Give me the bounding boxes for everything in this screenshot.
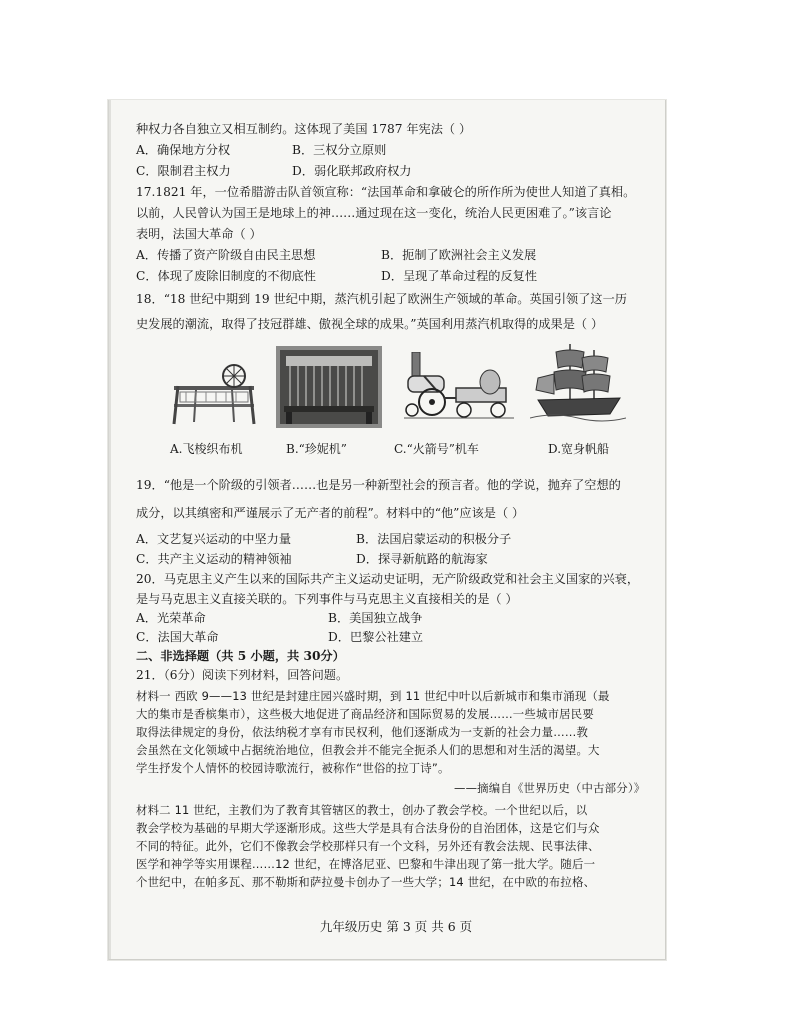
page-footer: 九年级历史 第 3 页 共 6 页 — [319, 919, 473, 934]
q16-option-c: C．限制君主权力 — [136, 164, 231, 178]
section-heading: 二、非选择题（共 5 小题，共 30分） — [136, 649, 345, 663]
material1-line1: 材料一 西欧 9——13 世纪是封建庄园兴盛时期，到 11 世纪中叶以后新城市和集市涌现（最 — [136, 689, 610, 703]
q17-option-c: C．体现了废除旧制度的不彻底性 — [136, 269, 316, 283]
q19-option-b: B．法国启蒙运动的积极分子 — [356, 532, 512, 546]
q19-stem-line1: 19．“他是一个阶级的引领者……也是另一种新型社会的预言者。他的学说，抛弃了空想的 — [136, 478, 621, 492]
scan-edge — [109, 100, 111, 960]
q16-option-d: D．弱化联邦政府权力 — [292, 164, 412, 178]
q17-option-b: B．扼制了欧洲社会主义发展 — [381, 248, 537, 262]
q20-option-c: C．法国大革命 — [136, 630, 219, 644]
q17-stem-line1: 17.1821 年，一位希腊游击队首领宣称：“法国革命和拿破仑的所作所为使世人知道了真相。 — [136, 185, 636, 199]
q21-stem: 21．（6分）阅读下列材料，回答问题。 — [136, 668, 349, 682]
q20-option-a: A．光荣革命 — [136, 611, 206, 625]
q20-option-b: B．美国独立战争 — [328, 611, 423, 625]
material2-line4: 医学和神学等实用课程……12 世纪，在博洛尼亚、巴黎和牛津出现了第一批大学。随后一 — [136, 857, 596, 871]
spinning-jenny-image — [276, 346, 382, 428]
sailing-ship-image — [530, 338, 626, 426]
q19-option-d: D．探寻新航路的航海家 — [356, 552, 488, 566]
q18-stem-line1: 18．“18 世纪中期到 19 世纪中期，蒸汽机引起了欧洲生产领域的革命。英国引领了这一历 — [136, 292, 627, 306]
material1-line3: 取得法律规定的身份，依法纳税才享有市民权利，他们逐渐成为一支新的社会力量……教 — [136, 725, 589, 739]
rocket-locomotive-image — [404, 352, 514, 422]
q17-stem-line2: 以前，人民曾认为国王是地球上的神……通过现在这一变化，统治人民更困难了。”该言论 — [136, 206, 612, 220]
material1-line5: 学生抒发个人情怀的校园诗歌流行，被称作“世俗的拉丁诗”。 — [136, 761, 450, 775]
material1-line2: 大的集市是香槟集市），这些极大地促进了商品经济和国际贸易的发展……一些城市居民要 — [136, 707, 594, 721]
q20-stem-line2: 是与马克思主义直接关联的。下列事件与马克思主义直接相关的是（ ） — [136, 592, 518, 606]
q16-option-b: B．三权分立原则 — [292, 143, 387, 157]
q17-option-d: D．呈现了革命过程的反复性 — [381, 269, 538, 283]
flying-shuttle-loom-image — [166, 364, 262, 426]
q17-option-a: A．传播了资产阶级自由民主思想 — [136, 248, 316, 262]
q19-option-a: A．文艺复兴运动的中坚力量 — [136, 532, 292, 546]
q19-option-c: C．共产主义运动的精神领袖 — [136, 552, 292, 566]
q16-stem: 种权力各自独立又相互制约。这体现了美国 1787 年宪法（ ） — [136, 122, 472, 136]
q16-option-a: A．确保地方分权 — [136, 143, 231, 157]
q18-stem-line2: 史发展的潮流，取得了技冠群雄、傲视全球的成果。”英国利用蒸汽机取得的成果是（ ） — [136, 317, 604, 331]
material1-line4: 会虽然在文化领域中占据统治地位，但教会并不能完全扼杀人们的思想和对生活的渴望。大 — [136, 743, 600, 757]
q19-stem-line2: 成分，以其缜密和严谨展示了无产者的前程”。材料中的“他”应该是（ ） — [136, 506, 525, 520]
q20-stem-line1: 20．马克思主义产生以来的国际共产主义运动史证明，无产阶级政党和社会主义国家的兴衰， — [136, 572, 640, 586]
material1-source: ——摘编自《世界历史（中古部分）》 — [454, 781, 646, 795]
figure-caption-c: C.“火箭号”机车 — [394, 442, 479, 456]
figure-caption-a: A.飞梭织布机 — [170, 442, 243, 456]
figure-caption-d: D.宽身帆船 — [548, 442, 610, 456]
q20-option-d: D．巴黎公社建立 — [328, 630, 424, 644]
q17-stem-line3: 表明，法国大革命（ ） — [136, 227, 262, 241]
material2-line2: 教会学校为基础的早期大学逐渐形成。这些大学是具有合法身份的自治团体，这是它们与众 — [136, 821, 600, 835]
figure-caption-b: B.“珍妮机” — [286, 442, 347, 456]
material2-line1: 材料二 11 世纪，主教们为了教育其管辖区的教士，创办了教会学校。一个世纪以后，以 — [136, 803, 588, 817]
material2-line3: 不同的特征。此外，它们不像教会学校那样只有一个文科，另外还有教会法规、民事法律、 — [136, 839, 600, 853]
material2-line5: 个世纪中，在帕多瓦、那不勒斯和萨拉曼卡创办了一些大学；14 世纪，在中欧的布拉格、 — [136, 875, 596, 889]
